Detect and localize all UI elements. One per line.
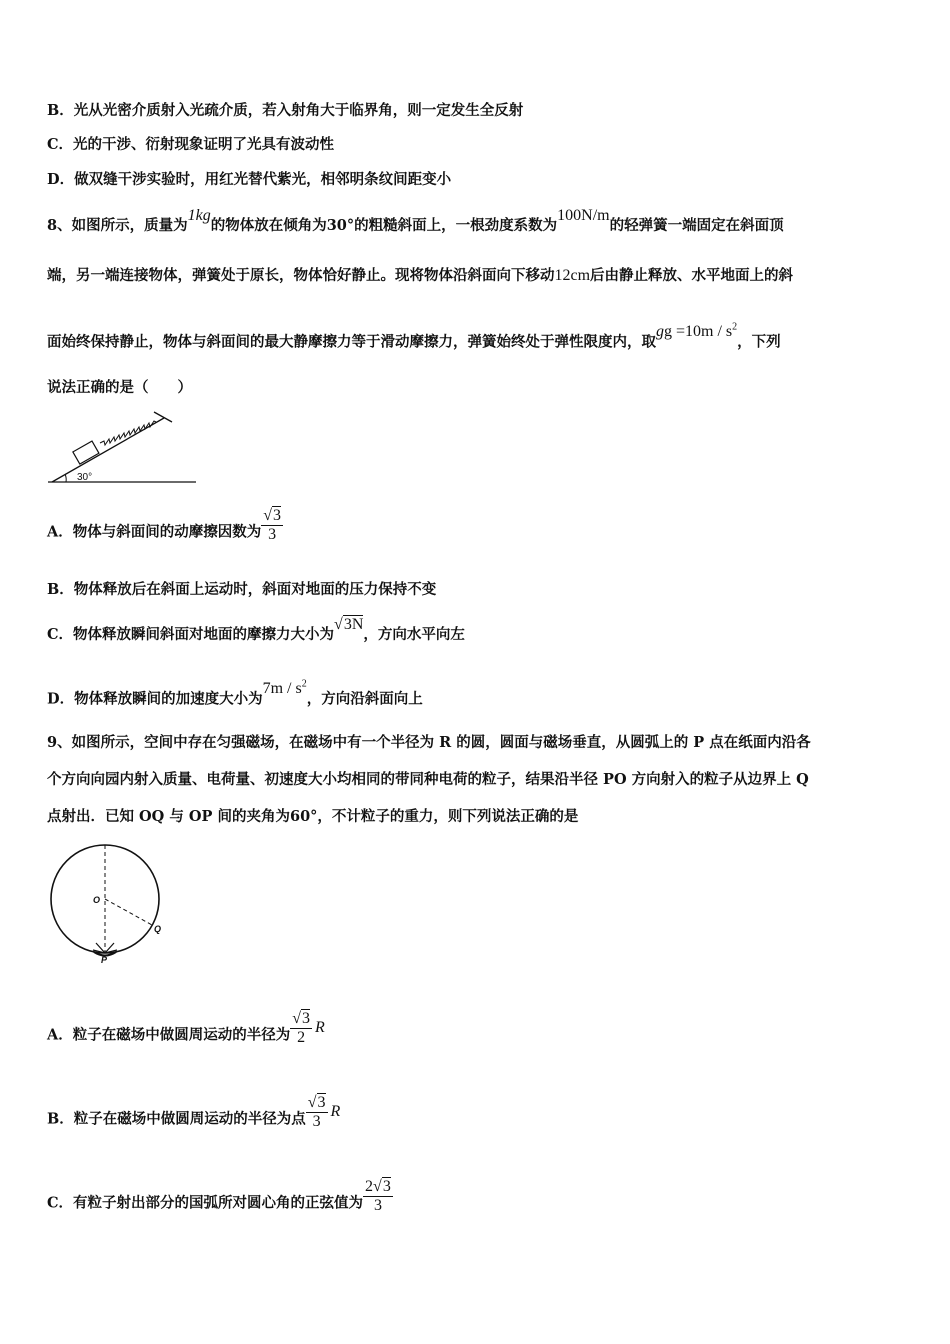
q9-option-c: C．有粒子射出部分的国弧所对圆心角的正弦值为 $\frac{2√3}{3}$ <box>47 1178 391 1214</box>
q8-option-d: D．物体释放瞬间的加速度大小为$7m / s^2$，方向沿斜面向上 <box>47 679 423 708</box>
option-c: C．光的干涉、衍射现象证明了光具有波动性 <box>47 136 335 153</box>
q8-option-b: B．物体释放后在斜面上运动时，斜面对地面的压力保持不变 <box>47 581 437 598</box>
q8-line-3: 面始终保持静止，物体与斜面间的最大静摩擦力等于滑动摩擦力，弹簧始终处于弹性限度内，取gg $=10m / s^2$，下列 <box>47 322 781 351</box>
circle-figure <box>44 840 174 965</box>
gravity-value: gg $=10m / s^2$ <box>656 322 738 341</box>
q9-line-2: 个方向向园内射入质量、电荷量、初速度大小均相同的带同种电荷的粒子，结果沿半径 PO 方向射入的粒子从边界上 Q <box>47 771 809 788</box>
mass-value: 1kg <box>187 207 211 224</box>
label-q: Q <box>154 924 162 934</box>
incline-figure <box>44 410 204 490</box>
q8-line-4: 说法正确的是（ ） <box>47 379 192 396</box>
q9-line-1: 9、如图所示，空间中存在匀强磁场，在磁场中有一个半径为 R 的圆，圆面与磁场垂直，从圆弧上的 P 点在纸面内沿各 <box>47 734 811 751</box>
label-o: O <box>93 895 101 905</box>
displacement: 12cm <box>554 267 591 284</box>
q9-line-3: 点射出．已知 OQ 与 OP 间的夹角为60°，不计粒子的重力，则下列说法正确的是 <box>47 808 579 825</box>
q8-line-2: 端，另一端连接物体，弹簧处于原长，物体恰好静止。现将物体沿斜面向下移动12cm后由静止释放、水平地面上的斜 <box>47 267 794 284</box>
angle-label: 30° <box>77 472 93 483</box>
spring-constant: 100N/m <box>557 207 610 224</box>
q8-option-a: A．物体与斜面间的动摩擦因数为 $\frac{√3}{3}$ <box>47 507 282 543</box>
label-p: P <box>101 955 108 965</box>
q8-line-1: 8、如图所示，质量为1kg的物体放在倾角为30°的粗糙斜面上，一根劲度系数为100N/m的轻弹簧一端固定在斜面顶 <box>47 207 784 234</box>
q9-option-b: B．粒子在磁场中做圆周运动的半径为点 $\frac{√3}{3}$ R <box>47 1094 341 1130</box>
q8-option-c: C．物体释放瞬间斜面对地面的摩擦力大小为√3N，方向水平向左 <box>47 616 465 643</box>
q9-option-a: A．粒子在磁场中做圆周运动的半径为 $\frac{√3}{2}$ R <box>47 1010 325 1046</box>
option-d: D．做双缝干涉实验时，用红光替代紫光，相邻明条纹间距变小 <box>47 171 452 188</box>
option-b: B．光从光密介质射入光疏介质，若入射角大于临界角，则一定发生全反射 <box>47 102 524 119</box>
